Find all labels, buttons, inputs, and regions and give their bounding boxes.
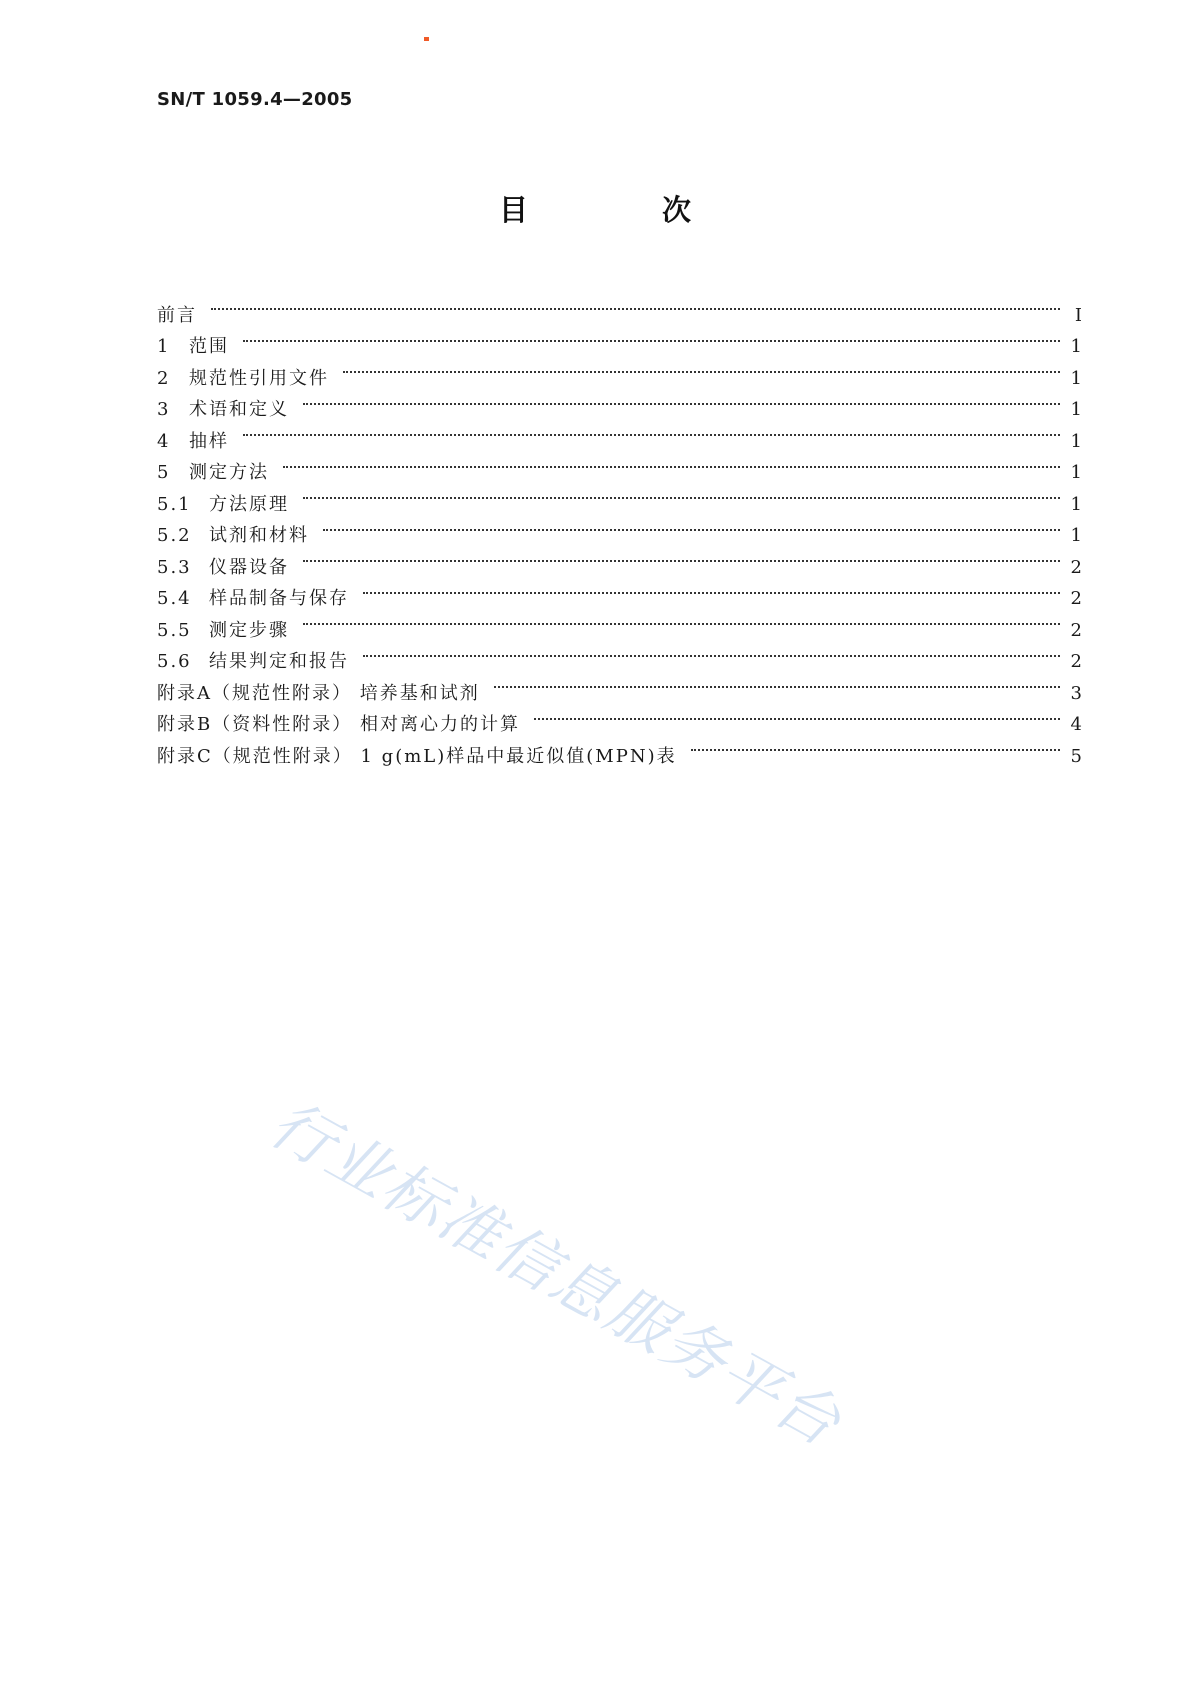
table-of-contents bbox=[157, 289, 1082, 767]
toc-entry-page: 1 bbox=[1070, 336, 1082, 357]
toc-entry-title: 试剂和材料 bbox=[209, 525, 309, 546]
toc-entry-5-2[interactable] bbox=[157, 510, 1082, 546]
toc-entry-number: 5 bbox=[157, 462, 171, 483]
toc-entry-5-6[interactable] bbox=[157, 636, 1082, 672]
toc-entry-5-4[interactable] bbox=[157, 573, 1082, 609]
toc-entry-title: 附录C（规范性附录） 1 g(mL)样品中最近似值(MPN)表 bbox=[157, 745, 677, 767]
toc-entry-page: 2 bbox=[1070, 556, 1082, 578]
dot-leader bbox=[323, 510, 1060, 542]
toc-entry-number: 3 bbox=[157, 399, 171, 420]
toc-entry-title: 附录A（规范性附录） 培养基和试剂 bbox=[157, 682, 480, 704]
toc-entry-foreword[interactable] bbox=[157, 289, 1082, 326]
dot-leader bbox=[303, 604, 1060, 636]
toc-entry-page: 1 bbox=[1070, 462, 1082, 483]
dot-leader bbox=[303, 478, 1060, 510]
toc-entry-title: 前言 bbox=[157, 304, 197, 326]
toc-entry-page: 3 bbox=[1070, 682, 1082, 704]
toc-entry-number: 5.1 bbox=[157, 493, 192, 515]
toc-entry-page: 1 bbox=[1070, 525, 1082, 546]
toc-entry-number: 5.2 bbox=[157, 525, 192, 546]
corner-mark bbox=[424, 37, 429, 41]
standard-number: SN/T 1059.4—2005 bbox=[157, 89, 353, 110]
toc-title: 目 次 bbox=[498, 193, 754, 227]
toc-entry-title: 测定方法 bbox=[189, 462, 269, 483]
dot-leader bbox=[691, 730, 1060, 762]
toc-entry-4[interactable] bbox=[157, 415, 1082, 452]
dot-leader bbox=[363, 573, 1060, 605]
dot-leader bbox=[303, 541, 1060, 573]
dot-leader bbox=[494, 667, 1060, 699]
toc-entry-title: 结果判定和报告 bbox=[209, 651, 349, 672]
dot-leader bbox=[243, 321, 1060, 353]
toc-entry-5[interactable] bbox=[157, 447, 1082, 483]
toc-entry-number: 1 bbox=[157, 336, 171, 357]
dot-leader bbox=[343, 352, 1060, 384]
dot-leader bbox=[363, 636, 1060, 668]
toc-entry-number: 5.4 bbox=[157, 588, 192, 609]
dot-leader bbox=[243, 415, 1060, 447]
toc-entry-title: 方法原理 bbox=[209, 493, 289, 515]
toc-entry-title: 仪器设备 bbox=[209, 556, 289, 578]
toc-entry-number: 5.6 bbox=[157, 651, 192, 672]
toc-entry-page: 1 bbox=[1070, 493, 1082, 515]
toc-entry-title: 术语和定义 bbox=[189, 399, 289, 420]
toc-entry-title: 规范性引用文件 bbox=[189, 367, 329, 389]
toc-entry-number: 5.3 bbox=[157, 556, 192, 578]
dot-leader bbox=[211, 289, 1060, 321]
dot-leader bbox=[303, 384, 1060, 416]
toc-entry-page: 1 bbox=[1070, 399, 1082, 420]
toc-entry-1[interactable] bbox=[157, 321, 1082, 357]
toc-entry-title: 测定步骤 bbox=[209, 619, 289, 641]
toc-entry-title: 范围 bbox=[189, 336, 229, 357]
toc-entry-page: 1 bbox=[1070, 367, 1082, 389]
toc-entry-2[interactable] bbox=[157, 352, 1082, 389]
toc-entry-page: 2 bbox=[1070, 619, 1082, 641]
toc-entry-number: 5.5 bbox=[157, 619, 192, 641]
toc-entry-page: 2 bbox=[1070, 588, 1082, 609]
toc-entry-page: I bbox=[1074, 304, 1082, 326]
dot-leader bbox=[283, 447, 1060, 479]
toc-entry-title: 样品制备与保存 bbox=[209, 588, 349, 609]
toc-entry-5-1[interactable] bbox=[157, 478, 1082, 515]
toc-entry-page: 4 bbox=[1070, 714, 1082, 735]
toc-entry-number: 2 bbox=[157, 367, 171, 389]
toc-entry-page: 1 bbox=[1070, 430, 1082, 452]
toc-entry-page: 5 bbox=[1070, 745, 1082, 767]
dot-leader bbox=[534, 699, 1060, 731]
toc-entry-page: 2 bbox=[1070, 651, 1082, 672]
toc-entry-number: 4 bbox=[157, 430, 171, 452]
toc-entry-title: 附录B（资料性附录） 相对离心力的计算 bbox=[157, 714, 520, 735]
watermark: 行业标准信息服务平台 bbox=[258, 1086, 854, 1461]
toc-entry-title: 抽样 bbox=[189, 430, 229, 452]
